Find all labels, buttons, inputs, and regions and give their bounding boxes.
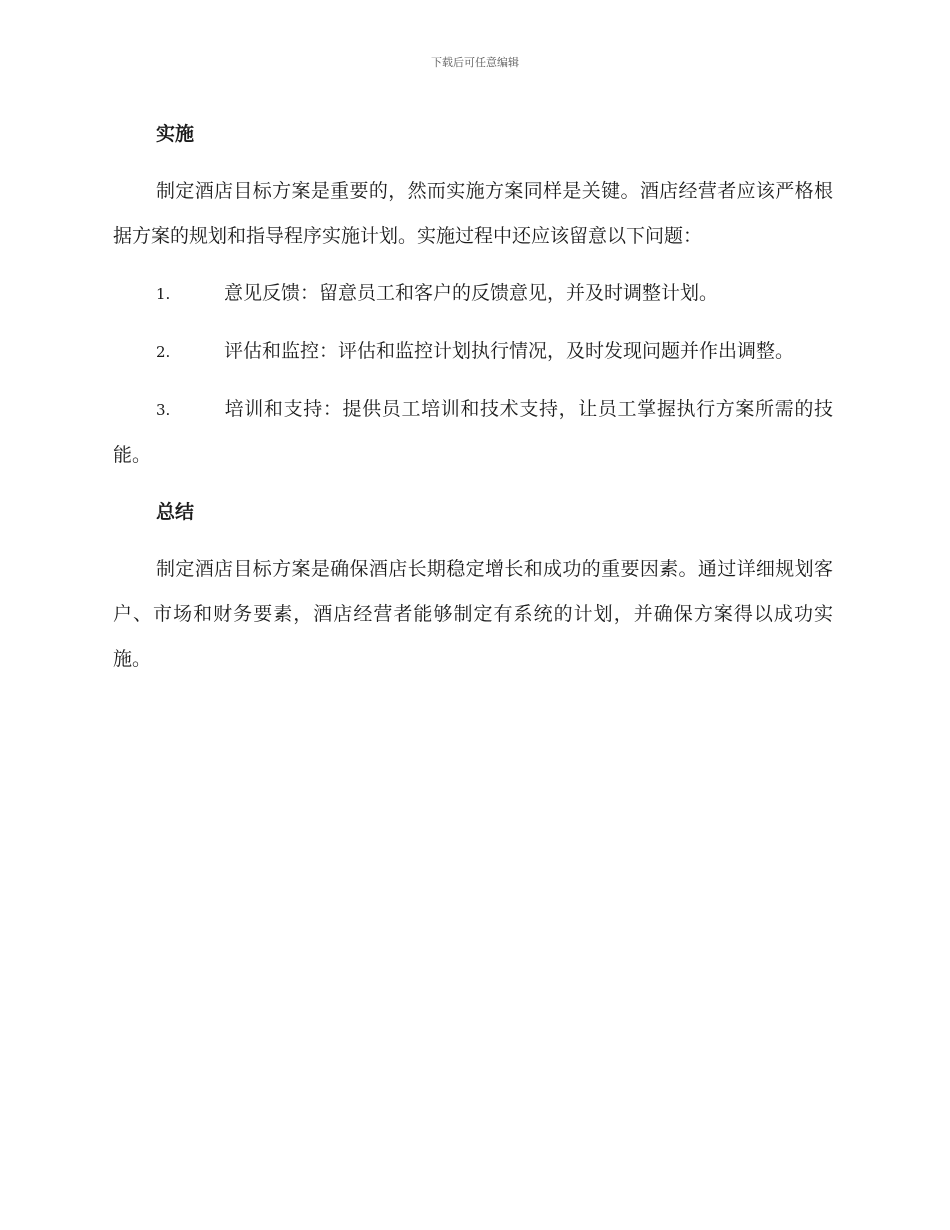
- section-heading-summary: 总结: [156, 501, 195, 523]
- list-item: [113, 271, 833, 317]
- list-item-number: 2.: [156, 343, 171, 361]
- document-body: [113, 112, 833, 682]
- list-item: [113, 329, 833, 375]
- header-note: 下载后可任意编辑: [431, 56, 519, 69]
- list-item-text: 培训和支持：提供员工培训和技术支持，让员工掌握执行方案所需的技能。: [113, 398, 833, 466]
- section-heading-implementation: 实施: [156, 123, 195, 145]
- list-item-text: 意见反馈：留意员工和客户的反馈意见，并及时调整计划。: [224, 282, 719, 304]
- implementation-intro-paragraph: 制定酒店目标方案是重要的，然而实施方案同样是关键。酒店经营者应该严格根据方案的规划和指导程序实施计划。实施过程中还应该留意以下问题：: [113, 180, 833, 247]
- list-item-number: 1.: [156, 285, 171, 303]
- list-item-text: 评估和监控：评估和监控计划执行情况，及时发现问题并作出调整。: [224, 340, 795, 362]
- list-item-number: 3.: [156, 401, 171, 419]
- summary-paragraph: 制定酒店目标方案是确保酒店长期稳定增长和成功的重要因素。通过详细规划客户、市场和财务要素，酒店经营者能够制定有系统的计划，并确保方案得以成功实施。: [113, 558, 833, 670]
- list-item: [113, 387, 833, 478]
